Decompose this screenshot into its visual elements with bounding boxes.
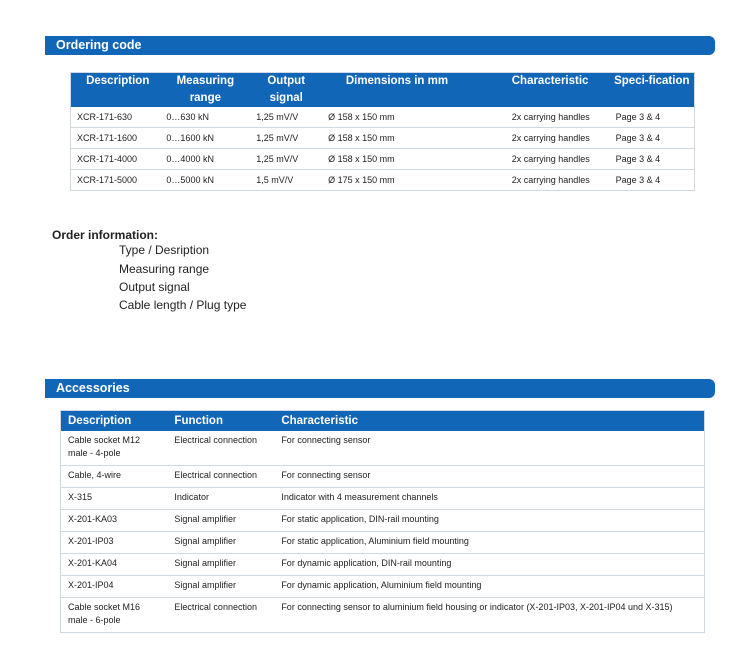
col-header-description: Description bbox=[71, 73, 161, 108]
table-row bbox=[61, 431, 705, 466]
table-row bbox=[61, 554, 705, 576]
cell-characteristic: For static application, Aluminium field mounting bbox=[274, 532, 704, 554]
cell-description: X-201-KA04 bbox=[61, 554, 168, 576]
cell-description: Cable socket M12 male - 4-pole bbox=[61, 431, 168, 466]
cell-characteristic: Indicator with 4 measurement channels bbox=[274, 488, 704, 510]
table-row bbox=[61, 510, 705, 532]
order-info-item: Type / Desription bbox=[119, 243, 210, 257]
cell-function: Signal amplifier bbox=[167, 554, 274, 576]
cell-dimensions: Ø 158 x 150 mm bbox=[322, 107, 472, 128]
cell-dimensions: Ø 158 x 150 mm bbox=[322, 128, 472, 149]
cell-measuring-range: 0…4000 kN bbox=[160, 149, 250, 170]
order-info-item: Output signal bbox=[119, 280, 190, 294]
cell-characteristic: 2x carrying handles bbox=[472, 128, 610, 149]
cell-dimensions: Ø 175 x 150 mm bbox=[328, 175, 395, 185]
cell-characteristic: 2x carrying handles bbox=[511, 175, 590, 185]
table-row bbox=[71, 149, 695, 170]
table-row bbox=[61, 532, 705, 554]
accessories-table bbox=[60, 410, 705, 633]
cell-specification: Page 3 & 4 bbox=[610, 128, 695, 149]
cell-function: Electrical connection bbox=[174, 602, 257, 612]
order-info-item: Measuring range bbox=[119, 262, 210, 276]
table-row bbox=[71, 170, 695, 191]
cell-description: X-201-IP03 bbox=[61, 532, 168, 554]
ordering-code-header: Ordering code bbox=[45, 36, 715, 55]
cell-output-signal: 1,25 mV/V bbox=[250, 128, 322, 149]
cell-output-signal: 1,5 mV/V bbox=[256, 175, 294, 185]
cell-description: XCR-171-4000 bbox=[71, 149, 161, 170]
cell-measuring-range: 0…630 kN bbox=[160, 107, 250, 128]
cell-characteristic: For connecting sensor to aluminium field housing or indicator (X-201-IP03, X-201-IP04 und X-315) bbox=[281, 602, 673, 612]
cell-measuring-range: 0…1600 kN bbox=[160, 128, 250, 149]
col-header-dimensions: Dimensions in mm bbox=[322, 73, 472, 108]
cell-specification: Page 3 & 4 bbox=[610, 107, 695, 128]
cell-description: X-201-IP04 bbox=[61, 576, 168, 598]
cell-description: XCR-171-5000 bbox=[77, 175, 138, 185]
table-row bbox=[61, 488, 705, 510]
cell-function: Signal amplifier bbox=[167, 576, 274, 598]
cell-characteristic: For connecting sensor bbox=[274, 466, 704, 488]
col-header-function: Function bbox=[167, 411, 274, 432]
col-header-measuring-range: Measuring range bbox=[160, 73, 250, 108]
cell-specification: Page 3 & 4 bbox=[615, 175, 661, 185]
cell-description: X-201-KA03 bbox=[61, 510, 168, 532]
col-header-characteristic: Characteristic bbox=[472, 73, 610, 108]
order-information-title: Order information: bbox=[52, 228, 159, 242]
cell-description: Cable, 4-wire bbox=[61, 466, 168, 488]
col-header-specification: Speci-fication bbox=[610, 73, 695, 108]
cell-output-signal: 1,25 mV/V bbox=[250, 149, 322, 170]
cell-description: XCR-171-630 bbox=[71, 107, 161, 128]
table-row bbox=[71, 107, 695, 128]
order-info-item: Cable length / Plug type bbox=[119, 298, 247, 312]
table-row bbox=[61, 576, 705, 598]
table-row bbox=[61, 466, 705, 488]
cell-characteristic: For connecting sensor bbox=[274, 431, 704, 466]
col-header-characteristic: Characteristic bbox=[274, 411, 704, 432]
table-row bbox=[71, 128, 695, 149]
accessories-header: Accessories bbox=[45, 379, 715, 398]
ordering-code-table bbox=[70, 72, 695, 191]
cell-function: Electrical connection bbox=[167, 466, 274, 488]
cell-description: XCR-171-1600 bbox=[71, 128, 161, 149]
cell-description: X-315 bbox=[61, 488, 168, 510]
cell-dimensions: Ø 158 x 150 mm bbox=[322, 149, 472, 170]
cell-characteristic: 2x carrying handles bbox=[472, 149, 610, 170]
col-header-description: Description bbox=[61, 411, 168, 432]
cell-function: Electrical connection bbox=[167, 431, 274, 466]
cell-description: Cable socket M16 male - 6-pole bbox=[68, 602, 141, 625]
cell-characteristic: 2x carrying handles bbox=[472, 107, 610, 128]
cell-output-signal: 1,25 mV/V bbox=[250, 107, 322, 128]
table-row bbox=[61, 598, 705, 633]
cell-characteristic: For static application, DIN-rail mounting bbox=[274, 510, 704, 532]
cell-function: Signal amplifier bbox=[167, 510, 274, 532]
cell-characteristic: For dynamic application, DIN-rail mounting bbox=[274, 554, 704, 576]
cell-function: Indicator bbox=[167, 488, 274, 510]
cell-measuring-range: 0…5000 kN bbox=[166, 175, 214, 185]
cell-specification: Page 3 & 4 bbox=[610, 149, 695, 170]
cell-function: Signal amplifier bbox=[167, 532, 274, 554]
col-header-output-signal: Output signal bbox=[250, 73, 322, 108]
cell-characteristic: For dynamic application, Aluminium field mounting bbox=[274, 576, 704, 598]
